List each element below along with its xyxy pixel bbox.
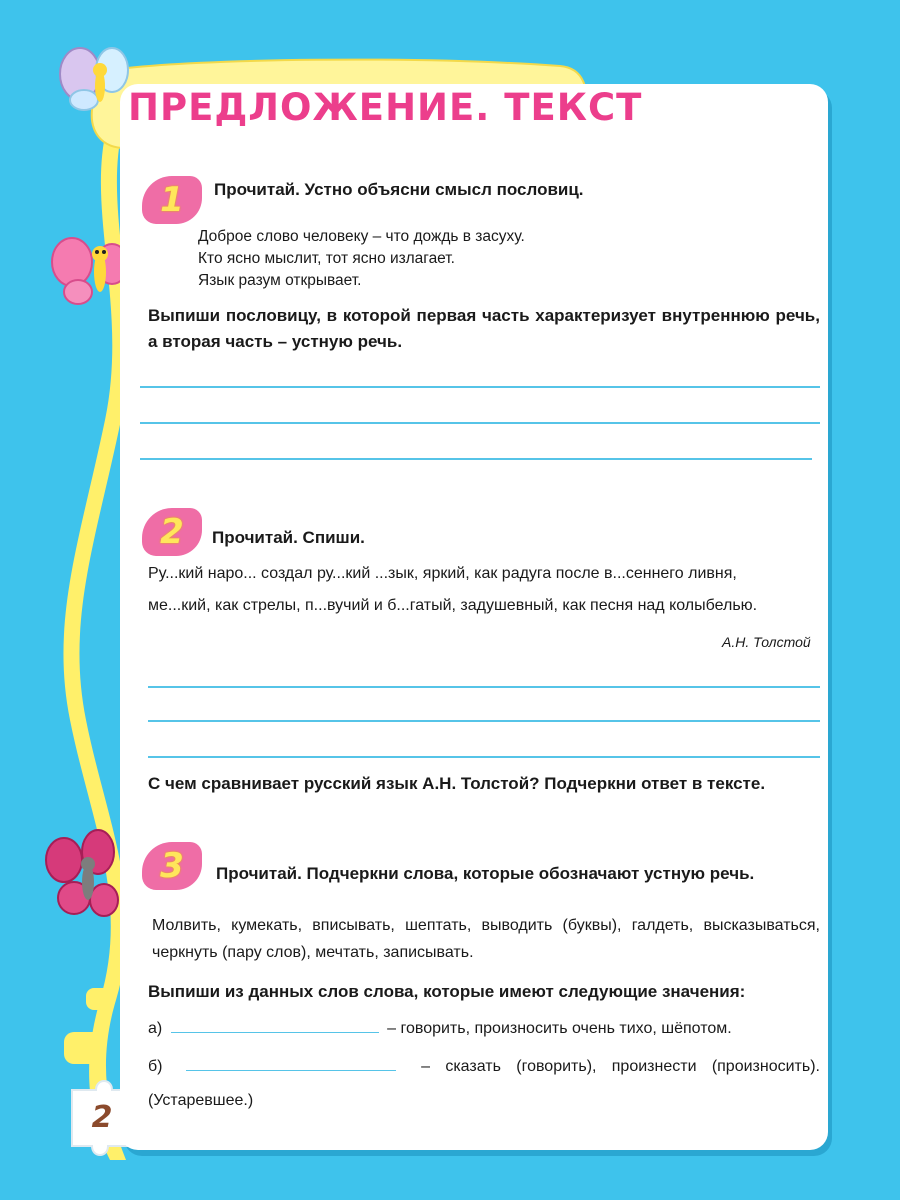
task-3-instruction: Прочитай. Подчеркни слова, которые обозначают устную речь. xyxy=(216,864,755,883)
answer-blank-b[interactable] xyxy=(186,1054,396,1071)
task-3-number: 3 xyxy=(160,846,184,886)
page-title: ПРЕДЛОЖЕНИЕ. ТЕКСТ xyxy=(128,86,643,129)
task-2-badge xyxy=(142,508,202,556)
item-b-label: б) xyxy=(148,1058,163,1075)
task-2-text xyxy=(148,558,820,622)
author: А.Н. Толстой xyxy=(722,634,811,650)
task-1-question: Выпиши пословицу, в которой первая часть характеризует внутреннюю речь, а вторая часть – устную речь. xyxy=(148,306,820,351)
item-a-label: а) xyxy=(148,1020,163,1037)
writing-line[interactable] xyxy=(148,720,820,722)
writing-line[interactable] xyxy=(148,756,820,758)
writing-line[interactable] xyxy=(140,422,820,424)
writing-line[interactable] xyxy=(140,386,820,388)
answer-blank-a[interactable] xyxy=(171,1016,379,1033)
task-2-question: С чем сравнивает русский язык А.Н. Толстой? Подчеркни ответ в тексте. xyxy=(148,774,766,793)
task-2-instruction: Прочитай. Спиши. xyxy=(212,528,365,547)
task-2-text-line-1: Ру...кий наро... создал ру...кий ...зык, яркий, как радуга после в...сеннего ливня, xyxy=(148,565,737,582)
writing-line[interactable] xyxy=(140,458,812,460)
task-3-words: Молвить, кумекать, вписывать, шептать, выводить (буквы), галдеть, высказываться, черкнуть (пару слов), мечтать, записывать. xyxy=(152,917,820,961)
task-3-item-b xyxy=(148,1050,820,1118)
task-3-question: Выпиши из данных слов слова, которые имеют следующие значения: xyxy=(148,982,746,1001)
proverb-2: Кто ясно мыслит, тот ясно излагает. xyxy=(198,250,455,267)
task-1-instruction: Прочитай. Устно объясни смысл пословиц. xyxy=(214,180,584,199)
proverb-1: Доброе слово человеку – что дождь в засуху. xyxy=(198,228,525,245)
task-2-number: 2 xyxy=(160,512,184,552)
writing-line[interactable] xyxy=(148,686,820,688)
task-3-item-a xyxy=(148,1016,820,1040)
task-1-number: 1 xyxy=(160,180,184,220)
task-3-badge xyxy=(142,842,202,890)
task-1-badge xyxy=(142,176,202,224)
page-number: 2 xyxy=(91,1100,113,1135)
task-2-text-line-2: ме...кий, как стрелы, п...вучий и б...гатый, задушевный, как песня над колыбелью. xyxy=(148,597,758,614)
item-a-text: – говорить, произносить очень тихо, шёпотом. xyxy=(387,1020,732,1037)
item-b-text: – сказать (говорить), произнести (произносить). (Устаревшее.) xyxy=(148,1058,820,1109)
proverb-3: Язык разум открывает. xyxy=(198,272,362,289)
